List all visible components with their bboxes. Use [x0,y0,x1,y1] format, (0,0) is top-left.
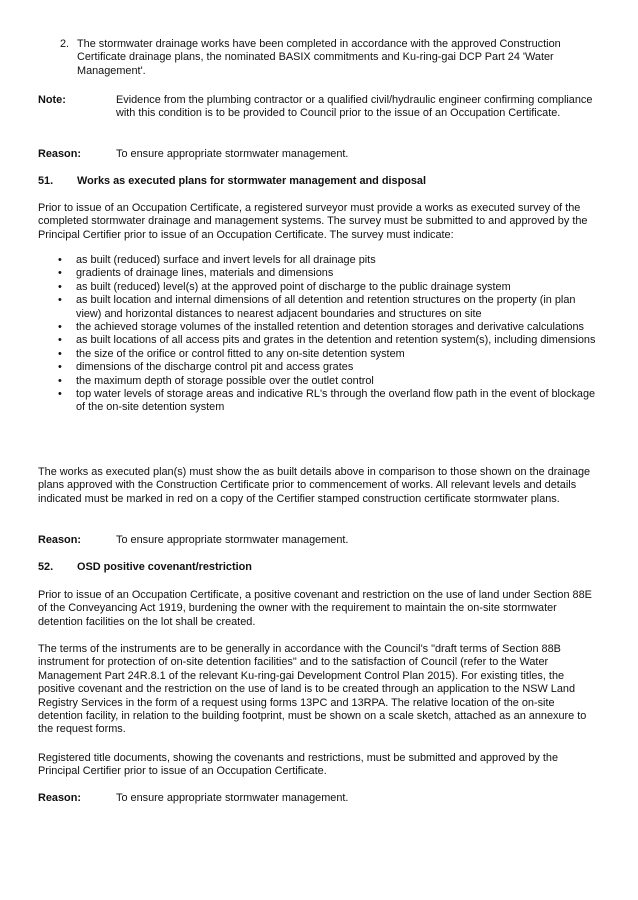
survey-requirements-list [38,254,598,415]
bullet-icon: • [58,254,62,266]
reason-text: To ensure appropriate stormwater management. [116,534,349,546]
bullet-icon: • [58,374,62,387]
bullet-icon: • [58,388,62,401]
reason-label: Reason: [38,534,81,546]
list-item: • top water levels of storage areas and indicative RL's through the overland flow path in the event of blockage of the on-site detention system [58,388,596,414]
bullet-icon: • [58,361,62,374]
list-item: • as built (reduced) surface and invert levels for all drainage pits [58,254,376,266]
list-item: • the size of the orifice or control fitted to any on-site detention system [58,347,405,360]
reason-label: Reason: [38,792,81,804]
reason-text: To ensure appropriate stormwater management. [116,792,349,804]
item-text: The stormwater drainage works have been completed in accordance with the approved Construction Certificate drainage plans, the nominated BASIX commitments and Ku-ring-gai DCP Part 24 'Water Management'. [77,38,561,77]
list-item: • dimensions of the discharge control pit and access grates [58,361,354,374]
bullet-icon: • [58,334,62,347]
list-item: • the achieved storage volumes of the installed retention and detention storages and derivative calculations [58,321,584,334]
list-item: • the maximum depth of storage possible over the outlet control [58,374,374,387]
bullet-icon: • [58,347,62,360]
list-item: • as built location and internal dimensions of all detention and retention structures on the property (in plan view) and horizontal distances to nearest adjacent boundaries and structures on site [58,294,576,320]
reason-text: To ensure appropriate stormwater management. [116,148,349,160]
note-text: Evidence from the plumbing contractor or a qualified civil/hydraulic engineer confirming compliance with this condition is to be provided to Council prior to the issue of an Occupation Certificate. [116,94,593,120]
bullet-icon: • [58,321,62,334]
note-label: Note: [38,94,66,106]
section-51-intro: Prior to issue of an Occupation Certificate, a registered surveyor must provide a works as executed survey of the completed stormwater drainage and management systems. The survey must be submitted to and approved by the Principal Certifier prior to issue of an Occupation Certificate. The survey must indicate: [38,202,588,241]
section-51-closing: The works as executed plan(s) must show the as built details above in comparison to those shown on the drainage plans approved with the Construction Certificate prior to commencement of works. All relevant levels and details indicated must be marked in red on a copy of the Certifier stamped construction certificate stormwater plans. [38,466,591,505]
section-52-para-2: The terms of the instruments are to be generally in accordance with the Council's "draft terms of Section 88B instrument for protection of on-site detention facilities" and to the satisfaction of Council (refer to the Water Management Part 24R.8.1 of the relevant Ku-ring-gai Development Control Plan 2015). For existing titles, the positive covenant and the restriction on the use of land is to be created through an application to the NSW Land Registry Services in the form of a request using forms 13PC and 13RPA. The relative location of the on-site detention facility, in relation to the building footprint, must be shown on a scale sketch, attached as an annexure to the request forms. [38,643,587,736]
item-number: 2. [60,38,70,50]
section-number: 51. [38,175,54,187]
list-item: • as built locations of all access pits and grates in the detention and retention system(s), including dimensions [58,334,596,347]
list-item: • gradients of drainage lines, materials and dimensions [58,267,334,280]
section-title: OSD positive covenant/restriction [77,561,252,573]
list-item: • as built (reduced) level(s) at the approved point of discharge to the public drainage system [58,280,511,293]
bullet-icon: • [58,267,62,280]
section-title: Works as executed plans for stormwater management and disposal [77,175,427,187]
section-number: 52. [38,561,54,573]
bullet-icon: • [58,294,62,307]
bullet-icon: • [58,280,62,293]
section-52-para-1: Prior to issue of an Occupation Certificate, a positive covenant and restriction on the use of land under Section 88E of the Conveyancing Act 1919, burdening the owner with the requirement to maintain the on-site stormwater detention facilities on the lot shall be created. [38,589,592,628]
reason-label: Reason: [38,148,81,160]
section-52-para-3: Registered title documents, showing the covenants and restrictions, must be submitted and approved by the Principal Certifier prior to issue of an Occupation Certificate. [38,752,559,778]
